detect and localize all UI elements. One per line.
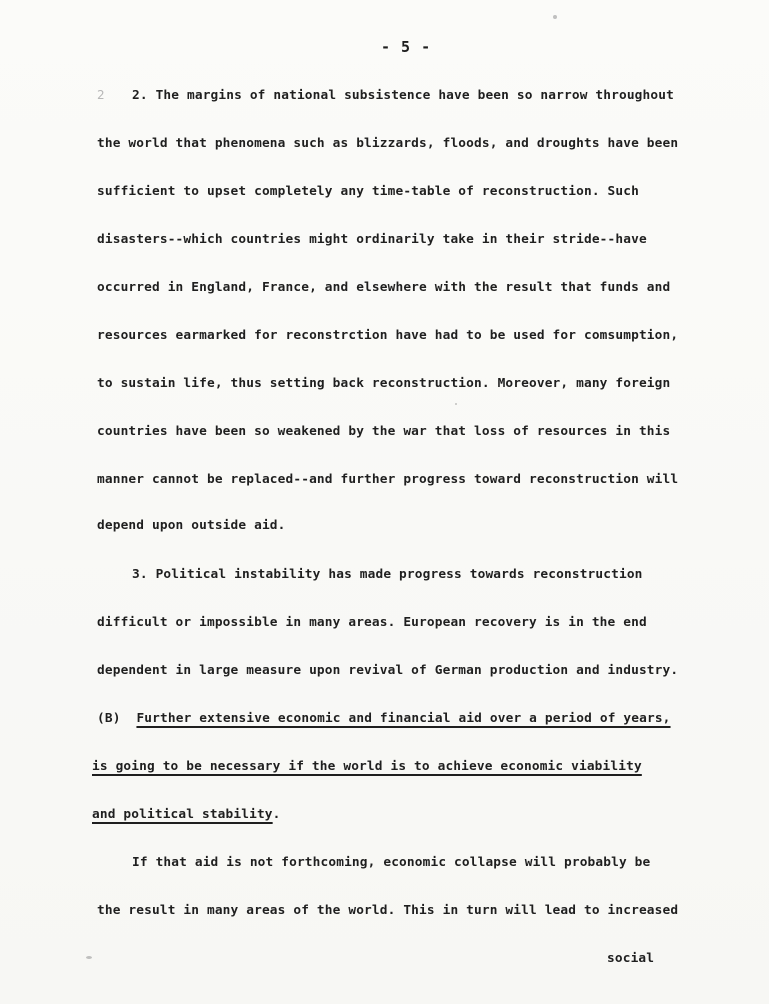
body-line-5: occurred in England, France, and elsewhere with the result that funds and [97, 280, 671, 295]
section-b-line-3-underlined: and political stability [92, 807, 273, 822]
section-b-label: (B) [97, 711, 121, 726]
body-line-2: the world that phenomena such as blizzards, floods, and droughts have been [97, 136, 679, 151]
section-b-line-3 [92, 807, 281, 822]
paper-speck [86, 956, 92, 959]
section-b-line-2: is going to be necessary if the world is to achieve economic viability [92, 759, 642, 774]
body-line-10: depend upon outside aid. [97, 518, 286, 533]
paper-speck [455, 403, 457, 405]
section-b-line-3-period: . [272, 807, 281, 822]
body-line-4: disasters--which countries might ordinarily take in their stride--have [97, 232, 647, 247]
margin-mark: 2 [97, 88, 105, 102]
body-line-11: 3. Political instability has made progress towards reconstruction [132, 567, 643, 582]
section-b-underlined-text: Further extensive economic and financial aid over a period of years, [136, 711, 671, 726]
body-line-9: manner cannot be replaced--and further progress toward reconstruction will [97, 472, 679, 487]
page-number: - 5 - [381, 38, 432, 56]
section-b-line-1 [97, 711, 671, 726]
catchword: social [607, 951, 655, 966]
body-line-13: dependent in large measure upon revival of German production and industry. [97, 663, 679, 678]
closing-line-1: If that aid is not forthcoming, economic collapse will probably be [132, 855, 651, 870]
body-line-12: difficult or impossible in many areas. European recovery is in the end [97, 615, 647, 630]
body-line-8: countries have been so weakened by the war that loss of resources in this [97, 424, 671, 439]
body-line-7: to sustain life, thus setting back reconstruction. Moreover, many foreign [97, 376, 671, 391]
closing-line-2: the result in many areas of the world. This in turn will lead to increased [97, 903, 679, 918]
body-line-1: 2. The margins of national subsistence have been so narrow throughout [132, 88, 674, 103]
body-line-3: sufficient to upset completely any time-table of reconstruction. Such [97, 184, 639, 199]
paper-speck [553, 15, 557, 19]
body-line-6: resources earmarked for reconstrction have had to be used for comsumption, [97, 328, 679, 343]
